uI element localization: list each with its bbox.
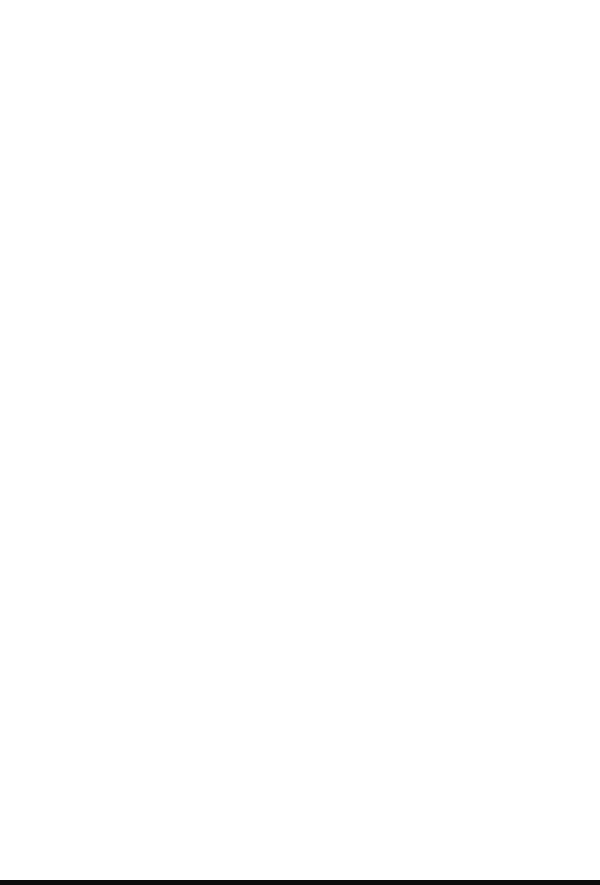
drought-districts-chart bbox=[0, 445, 600, 710]
page-bottom-edge bbox=[0, 880, 600, 885]
precipitation-water-resources-chart bbox=[0, 50, 600, 318]
